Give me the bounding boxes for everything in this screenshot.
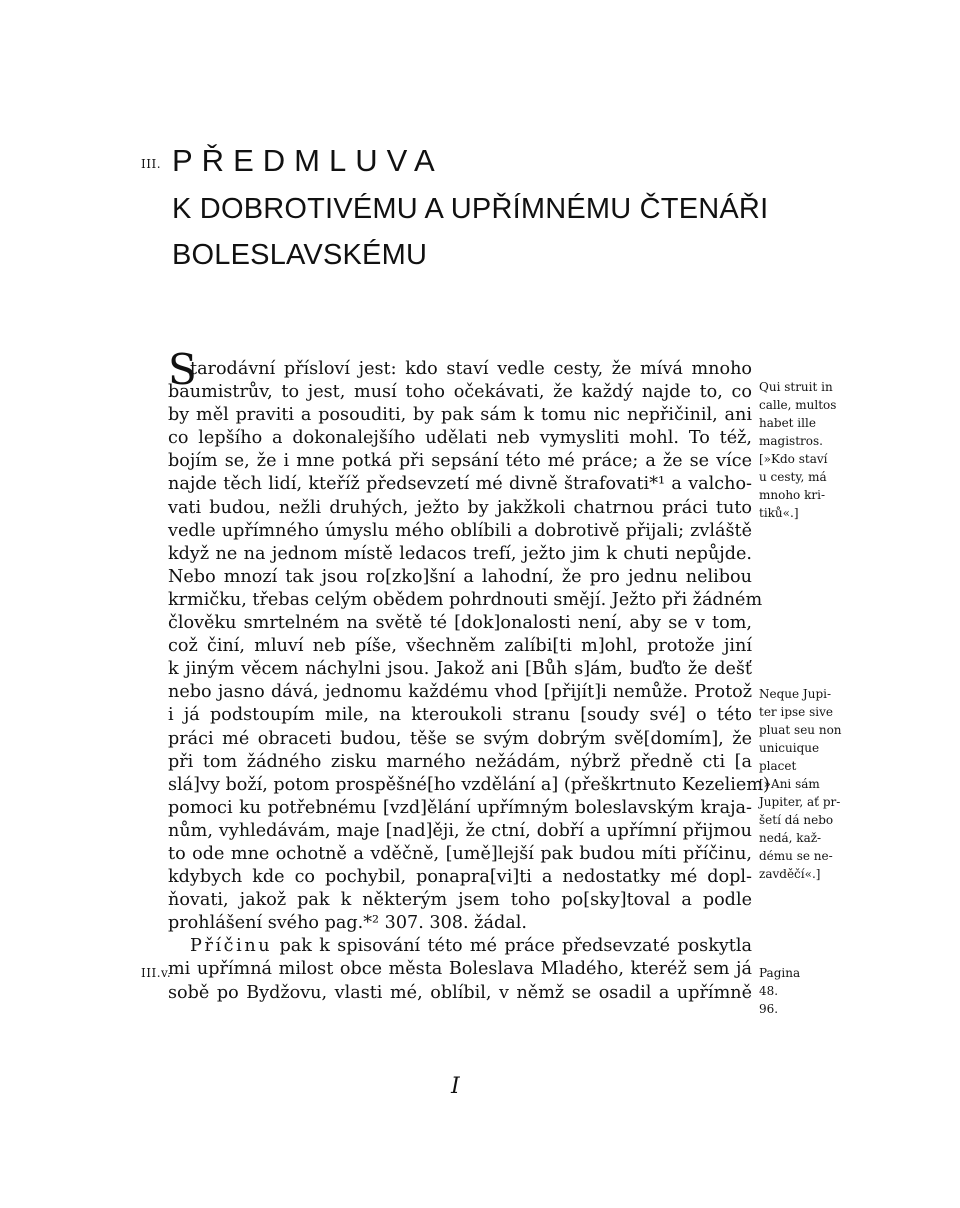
note-line: u cesty, má [759,470,827,484]
text-line: nům, vyhledávám, maje [nad]ěji, že ctní, dobří a upřímní přijmou [168,820,752,841]
text-line [168,935,752,958]
note-line: Qui struit in [759,380,833,394]
note-line: habet ille [759,416,816,430]
text-line: najde těch lidí, kteříž předsevzetí mé divně štrafovati*¹ a valcho- [168,474,752,495]
text-line: nebo jasno dává, jednomu každému vhod [přijít]i nemůže. Protož [168,682,752,703]
text-line: pomoci ku potřebnému [vzd]ělání upřímným boleslavským kraja- [168,797,752,818]
text-line: krmičku, třebas celým obědem pohrdnouti smějí. Ježto při žádném [168,589,763,610]
chapter-title [172,140,768,276]
note-line: Neque Jupi- [759,687,832,701]
text-line: i já podstoupím mile, na kteroukoli stranu [soudy své] o této [168,705,752,726]
text-line-content: pak k spisování této mé práce předsevzaté poskytla [272,936,752,957]
text-line: což činí, mluví neb píše, všechněm zalíbi[ti m]ohl, protože jiní [168,636,752,657]
text-line: to ode mne ochotně a vděčně, [umě]lejší pak budou míti příčinu, [168,843,752,864]
text-line: co lepšího a dokonalejšího udělati neb vymysliti mohl. To též, [168,428,752,449]
note-line: placet [759,759,797,773]
text-line: vedle upřímného úmyslu mého oblíbili a dobrotivě přijali; zvláště [168,520,752,541]
note-line: nedá, kaž- [759,831,822,845]
text-line: prohlášení svého pag.*² 307. 308. žádal. [168,913,527,934]
note-line: Pagina [759,966,801,980]
text-line: ňovati, jakož pak k některým jsem toho po[sky]toval a podle [168,890,752,911]
page-number: I [451,1074,460,1099]
note-line: 96. [759,1002,779,1016]
text-line: člověku smrtelném na světě té [dok]onalosti není, aby se v tom, [168,613,752,634]
text-line: k jiným věcem náchylni jsou. Jakož ani [Bůh s]ám, buďto že dešť [168,659,752,680]
text-line: kdybych kde co pochybil, ponapra[vi]ti a nedostatky mé dopl- [168,867,752,888]
note-line: [»Kdo staví [759,452,828,466]
text-line: slá]vy boží, potom prospěšné[ho vzdělání a] (přeškrtnuto Kezeliem) [168,774,770,795]
title-main: PŘEDMLUVA [172,143,444,178]
title-subtitle-line: BOLESLAVSKÉMU [172,239,428,271]
note-line: mnoho kri- [759,488,825,502]
text-line: když ne na jednom místě ledacos trefí, ježto jim k chuti nepůjde. [168,543,752,564]
note-line: calle, multos [759,398,837,412]
text-line: baumistrův, to jest, musí toho očekávati, že každý najde to, co [168,382,752,403]
spaced-word: Příčinu [190,936,273,957]
note-line: zavděčí«.] [759,867,821,881]
drop-cap: S [168,345,197,394]
note-line: [»Ani sám [759,777,820,791]
note-line: šetí dá nebo [759,813,834,827]
text-line: práci mé obraceti budou, těše se svým dobrým svě[domím], že [168,728,752,749]
note-line: ter ipse sive [759,705,833,719]
note-line: dému se ne- [759,849,833,863]
text-line: při tom žádného zisku marného nežádám, nýbrž předně cti [a [168,751,752,772]
text-line: sobě po Bydžovu, vlasti mé, oblíbil, v němž se osadil a upřímně [168,982,752,1003]
note-line: tiků«.] [759,506,799,520]
margin-note [759,685,851,883]
text-line: by měl praviti a posouditi, by pak sám k tomu nic nepřičinil, ani [168,405,752,426]
margin-note [759,378,851,522]
text-line: mi upřímná milost obce města Boleslava Mladého, kteréž sem já [168,959,752,980]
text-line: bojím se, že i mne potká při sepsání této mé práce; a že se více [168,451,752,472]
text-line: Nebo mnozí tak jsou ro[zko]šní a lahodní, že pro jednu nelibou [168,566,752,587]
note-line: magistros. [759,434,823,448]
text-line: vati budou, nežli druhých, ježto by jakžkoli chatrnou práci tuto [168,497,752,518]
note-line: 48. [759,984,779,998]
note-line: pluat seu non [759,723,842,737]
folio-marker: III. [141,157,162,171]
text-line-content: tarodávní přísloví jest: kdo staví vedle cesty, že mívá mnoho [190,359,752,379]
folio-marker: III.v. [141,966,172,980]
note-line: unicuique [759,741,820,755]
note-line: Jupiter, ať pr- [759,795,841,809]
margin-note [759,964,851,1018]
title-subtitle-line: K DOBROTIVÉMU A UPŘÍMNÉMU ČTENÁŘI [172,193,769,225]
